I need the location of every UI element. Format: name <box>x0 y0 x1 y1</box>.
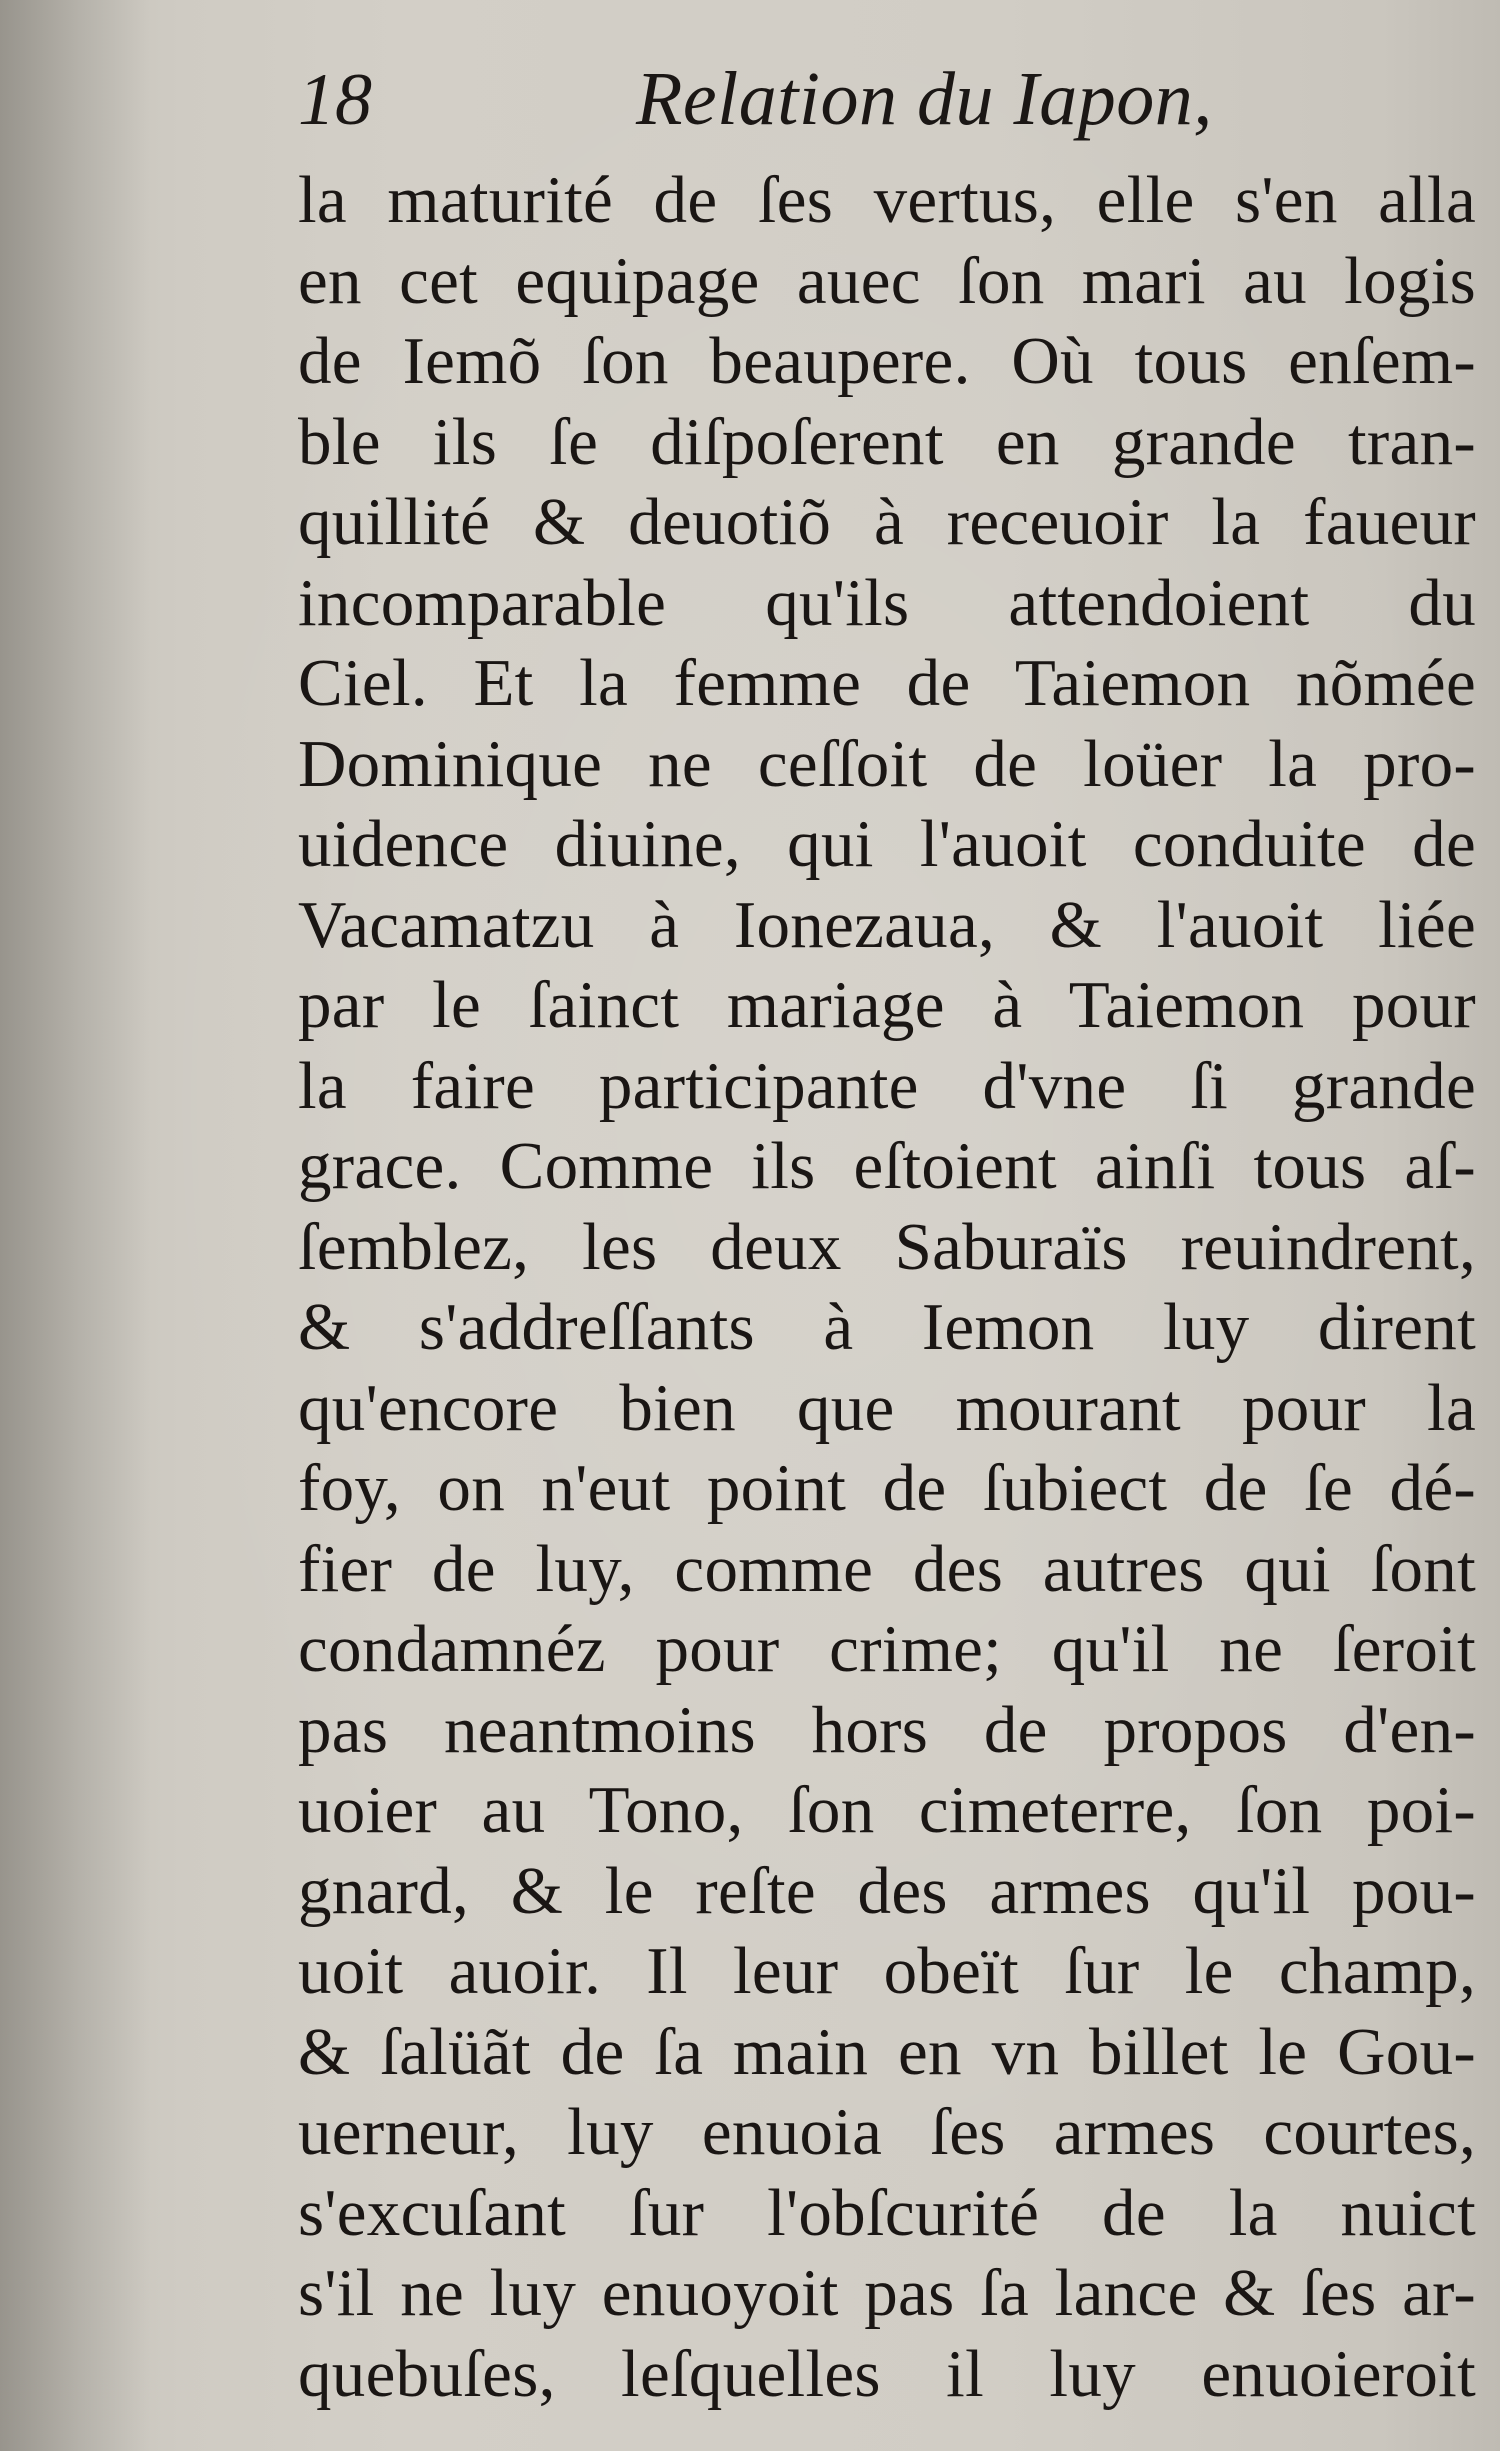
text-line: pas neantmoins hors de propos d'en- <box>298 1692 1476 1767</box>
running-head: Relation du Iapon, <box>636 57 1213 141</box>
text-line: grace. Comme ils eſtoient ainſi tous aſ- <box>298 1129 1476 1203</box>
text-line: ſemblez, les deux Saburaïs reuindrent, <box>298 1209 1476 1284</box>
text-line: uoit auoir. Il leur obeït ſur le champ, <box>298 1934 1476 2008</box>
text-line: s'excuſant ſur l'obſcurité de la nuict <box>298 2175 1476 2250</box>
text-line: quillité & deuotiõ à receuoir la faueur <box>298 485 1476 559</box>
text-line: s'il ne luy enuoyoit pas ſa lance & ſes ar- <box>298 2256 1476 2330</box>
gutter-shadow <box>0 0 150 2451</box>
text-line: Ciel. Et la femme de Taiemon nõmée <box>298 646 1476 720</box>
text-line: Vacamatzu à Ionezaua, & l'auoit liée <box>298 887 1476 962</box>
text-line: uerneur, luy enuoia ſes armes courtes, <box>298 2095 1476 2169</box>
text-line: la faire participante d'vne ſi grande <box>298 1048 1476 1123</box>
text-line: en cet equipage auec ſon mari au logis <box>298 243 1476 318</box>
body-text <box>298 160 1478 2414</box>
text-line: qu'encore bien que mourant pour la <box>298 1370 1476 1445</box>
text-line: uidence diuine, qui l'auoit conduite de <box>298 807 1476 881</box>
text-line: quebuſes, leſquelles il luy enuoieroit <box>298 2336 1476 2411</box>
text-line: uoier au Tono, ſon cimeterre, ſon poi- <box>298 1773 1476 1847</box>
text-line: la maturité de ſes vertus, elle s'en alla <box>298 163 1476 237</box>
text-line: & ſalüãt de ſa main en vn billet le Gou- <box>298 2014 1476 2089</box>
text-line: Dominique ne ceſſoit de loüer la pro- <box>298 726 1476 801</box>
text-line: fier de luy, comme des autres qui ſont <box>298 1531 1476 1606</box>
text-line: ble ils ſe diſpoſerent en grande tran- <box>298 404 1476 479</box>
text-line: foy, on n'eut point de ſubiect de ſe dé- <box>298 1451 1476 1525</box>
text-line: de Iemõ ſon beaupere. Où tous enſem- <box>298 324 1476 398</box>
page-number: 18 <box>298 59 372 141</box>
text-line: condamnéz pour crime; qu'il ne ſeroit <box>298 1612 1476 1686</box>
text-line: gnard, & le reſte des armes qu'il pou- <box>298 1853 1476 1928</box>
text-line: & s'addreſſants à Iemon luy dirent <box>298 1290 1476 1364</box>
text-line: incomparable qu'ils attendoient du <box>298 565 1476 640</box>
page-header <box>298 48 1438 158</box>
text-line: par le ſainct mariage à Taiemon pour <box>298 968 1476 1042</box>
